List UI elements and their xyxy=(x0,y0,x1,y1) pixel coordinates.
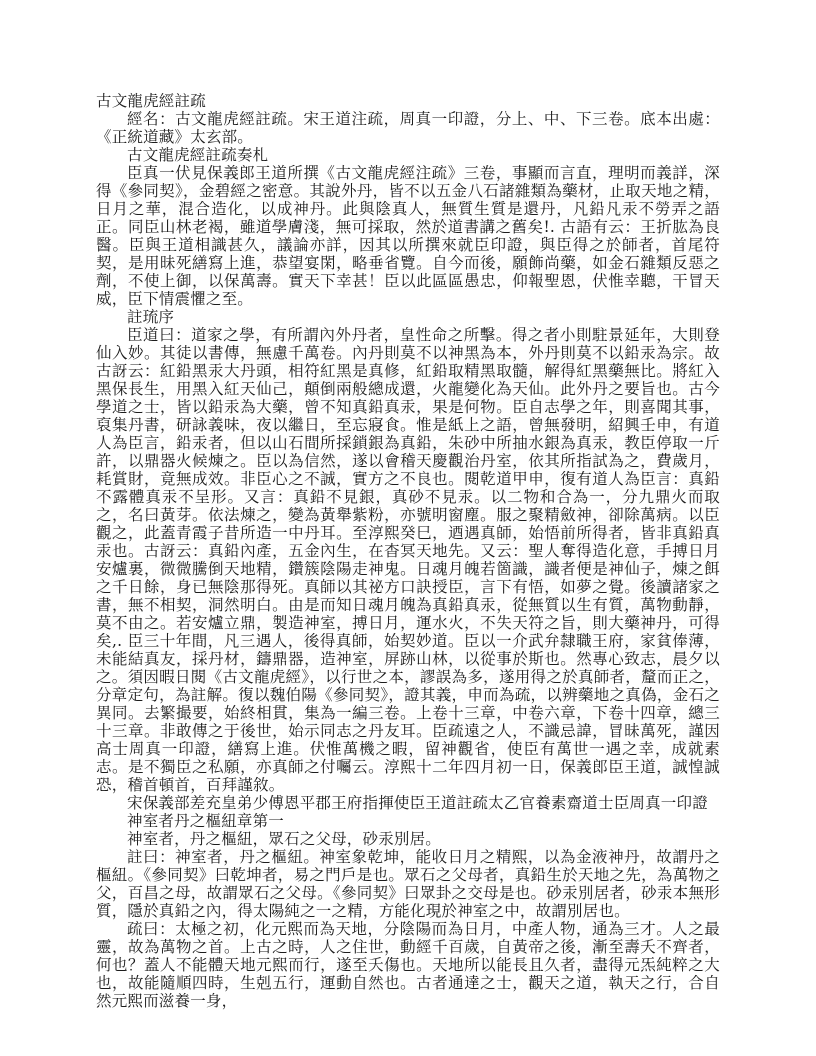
memorial-text: 臣真一伏見保義郎王道所撰《古文龍虎經注疏》三卷，事顯而言直，理明而義詳，深得《參同契》，金碧經之密意。其說外丹，皆不以五金八石諸雜類為藥材，止取天地之精，日月之華，混合造化，以成神丹。此與陰真人，無質生質是還丹，凡鉛凡汞不勞弄之語正。同臣山林老褐，雖道學膚淺，無可採取，然於道書講之舊矣!. 古語有云：王折肱為良醫。臣與王道相識甚久，議論亦詳，因其以所撰來就臣印證，與臣得之於師者，首尾符契，是用昧死繕寫上進，恭望宴閑，略垂省覽。自今而後，願飾尚藥，如金石雜類反惡之劑，不使上御，以保萬壽。實天下幸甚！臣以此區區愚忠，仰報聖恩，伏惟幸聽，干冒天威，臣下情震懼之至。 xyxy=(96,164,720,308)
bibliographic-note: 經名：古文龍虎經註疏。宋王道注疏，周真一印證，分上、中、下三卷。底本出處：《正統道藏》太玄部。 xyxy=(96,110,720,146)
book-title: 古文龍虎經註疏 xyxy=(96,92,206,110)
document-text xyxy=(96,92,720,1010)
commentary-shu: 疏曰：太極之初，化元熙而為天地，分陰陽而為日月，中產人物，通為三才。人之最靈，故為萬物之首。上古之時，人之住世，動經千百歲，自黃帝之後，漸至壽夭不齊者，何也？蓋人不能體天地元熙而行，遂至夭傷也。天地所以能長且久者，盡得元炁純粹之大也，故能隨順四時，生剋五行，運動自然也。古者通達之士，觀天之道，執天之行，合自然元熙而滋養一身， xyxy=(96,920,720,1010)
commentary-zhu: 註曰：神室者，丹之樞紐。神室象乾坤，能收日月之精熙，以為金液神丹，故謂丹之樞紐。《參同契》曰乾坤者，易之門戶是也。眾石之父母者，真鉛生於天地之先，為萬物之父，百昌之母，故謂眾石之父母。《參同契》曰眾卦之交母是也。砂汞別居者，砂汞本無形質，隱於真鉛之內，得太陽純之一之精，方能化現於神室之中，故謂別居也。 xyxy=(96,848,720,920)
section-heading: 註琉序 xyxy=(127,308,175,326)
scripture-text: 神室者，丹之樞紐，眾石之父母，砂汞別居。 xyxy=(127,830,442,848)
preface-text: 臣道曰：道家之學，有所謂內外丹者，皇性命之所擊。得之者小則駐景延年，大則登仙入妙。其徒以書傳，無慮千萬卷。內丹則莫不以神黑為本，外丹則莫不以鉛汞為宗。故古訝云：紅鉛黑汞大丹頭，相符紅黑是真修，紅鉛取精黑取髓，解得紅黑藥無比。將紅入黑保長生，用黑入紅天仙己，顛倒兩般總成還，火龍變化為天仙。此外丹之要旨也。古今學道之士，皆以鉛汞為大藥，曾不知真鉛真汞，果是何物。臣自志學之年，則喜聞其事，裒集丹書，研詠義味，夜以繼日，至忘寢食。惟是紙上之語，曾無發明，紹興壬申，有道人為臣言，鉛汞者，但以山石間所採鎖銀為真鉛，朱砂中所抽水銀為真汞，教臣停取一斤許，以鼎器火候煉之。臣以為信然，遂以會稽天慶觀治丹室，依其所指試為之，費歲月，耗賞財，竟無成效。非臣心之不誠，實方之不良也。閱乾道甲申，復有道人為臣言：真鉛不露體真汞不呈形。又言：真鉛不見銀，真砂不見汞。以二物和合為一，分九鼎火而取之，名曰黃芽。依法煉之，變為黃舉紫粉，亦號明窗塵。服之聚精斂神，卻除萬病。以臣觀之，此蓋青霞子昔所造一中丹耳。至淳熙癸巳，迺遇真師，始悟前所得者，皆非真鉛真汞也。古訝云：真鉛內產，五金內生，在杳冥天地先。又云：聖人奪得造化意，手搏日月安爐裏，微微騰倒天地精，鑽簇陰陽走神鬼。日魂月魄若箇識，識者便是神仙子，煉之餌之千日餘，身已無陰那得死。真師以其祕方口訣授臣，言下有悟，如夢之覺。後讀諸家之書，無不相契，洞然明白。由是而知日魂月魄為真鉛真汞，從無質以生有質，萬物動靜，莫不由之。若安爐立鼎，製造神室，搏日月，運水火，不失天符之旨，則大藥神丹，可得矣,. 臣三十年間，凡三遇人，後得真師，始契妙道。臣以一介武弁隸職王府，家貧俸薄，未能結真友，採丹材，鑄鼎器，造神室，屏跡山林，以從事於斯也。然專心致志，晨夕以之。須因暇日閱《古文龍虎經》，以行世之本，謬誤為多，遂用得之於真師者，釐而正之，分章定句，為註解。復以魏伯陽《參同契》，證其義，申而為疏，以辨藥地之真偽，金石之異同。去繁撮要，始終相貫，集為一編三卷。上卷十三章，中卷六章，下卷十四章，總三十三章。非敢傳之于後世，始示同志之丹友耳。臣疏遠之人，不識忌諱，冒昧萬死，謹因高士周真一印證，繕寫上進。伏惟萬機之暇，留神觀省，使臣有萬世一遇之幸，成就素志。是不獨臣之私願，亦真師之付囑云。淳熙十二年四月初一日，保義郎臣王道，誠惶誠恐，稽首頓首，百拜謹敘。 xyxy=(96,326,720,794)
chapter-heading: 神室者丹之樞紐章第一 xyxy=(127,812,285,830)
byline: 宋保義部差充皇弟少傅恩平郡王府指揮使臣王道註疏太乙官養素齋道士臣周真一印證 xyxy=(127,794,708,812)
section-heading: 古文龍虎經註疏奏札 xyxy=(127,146,269,164)
